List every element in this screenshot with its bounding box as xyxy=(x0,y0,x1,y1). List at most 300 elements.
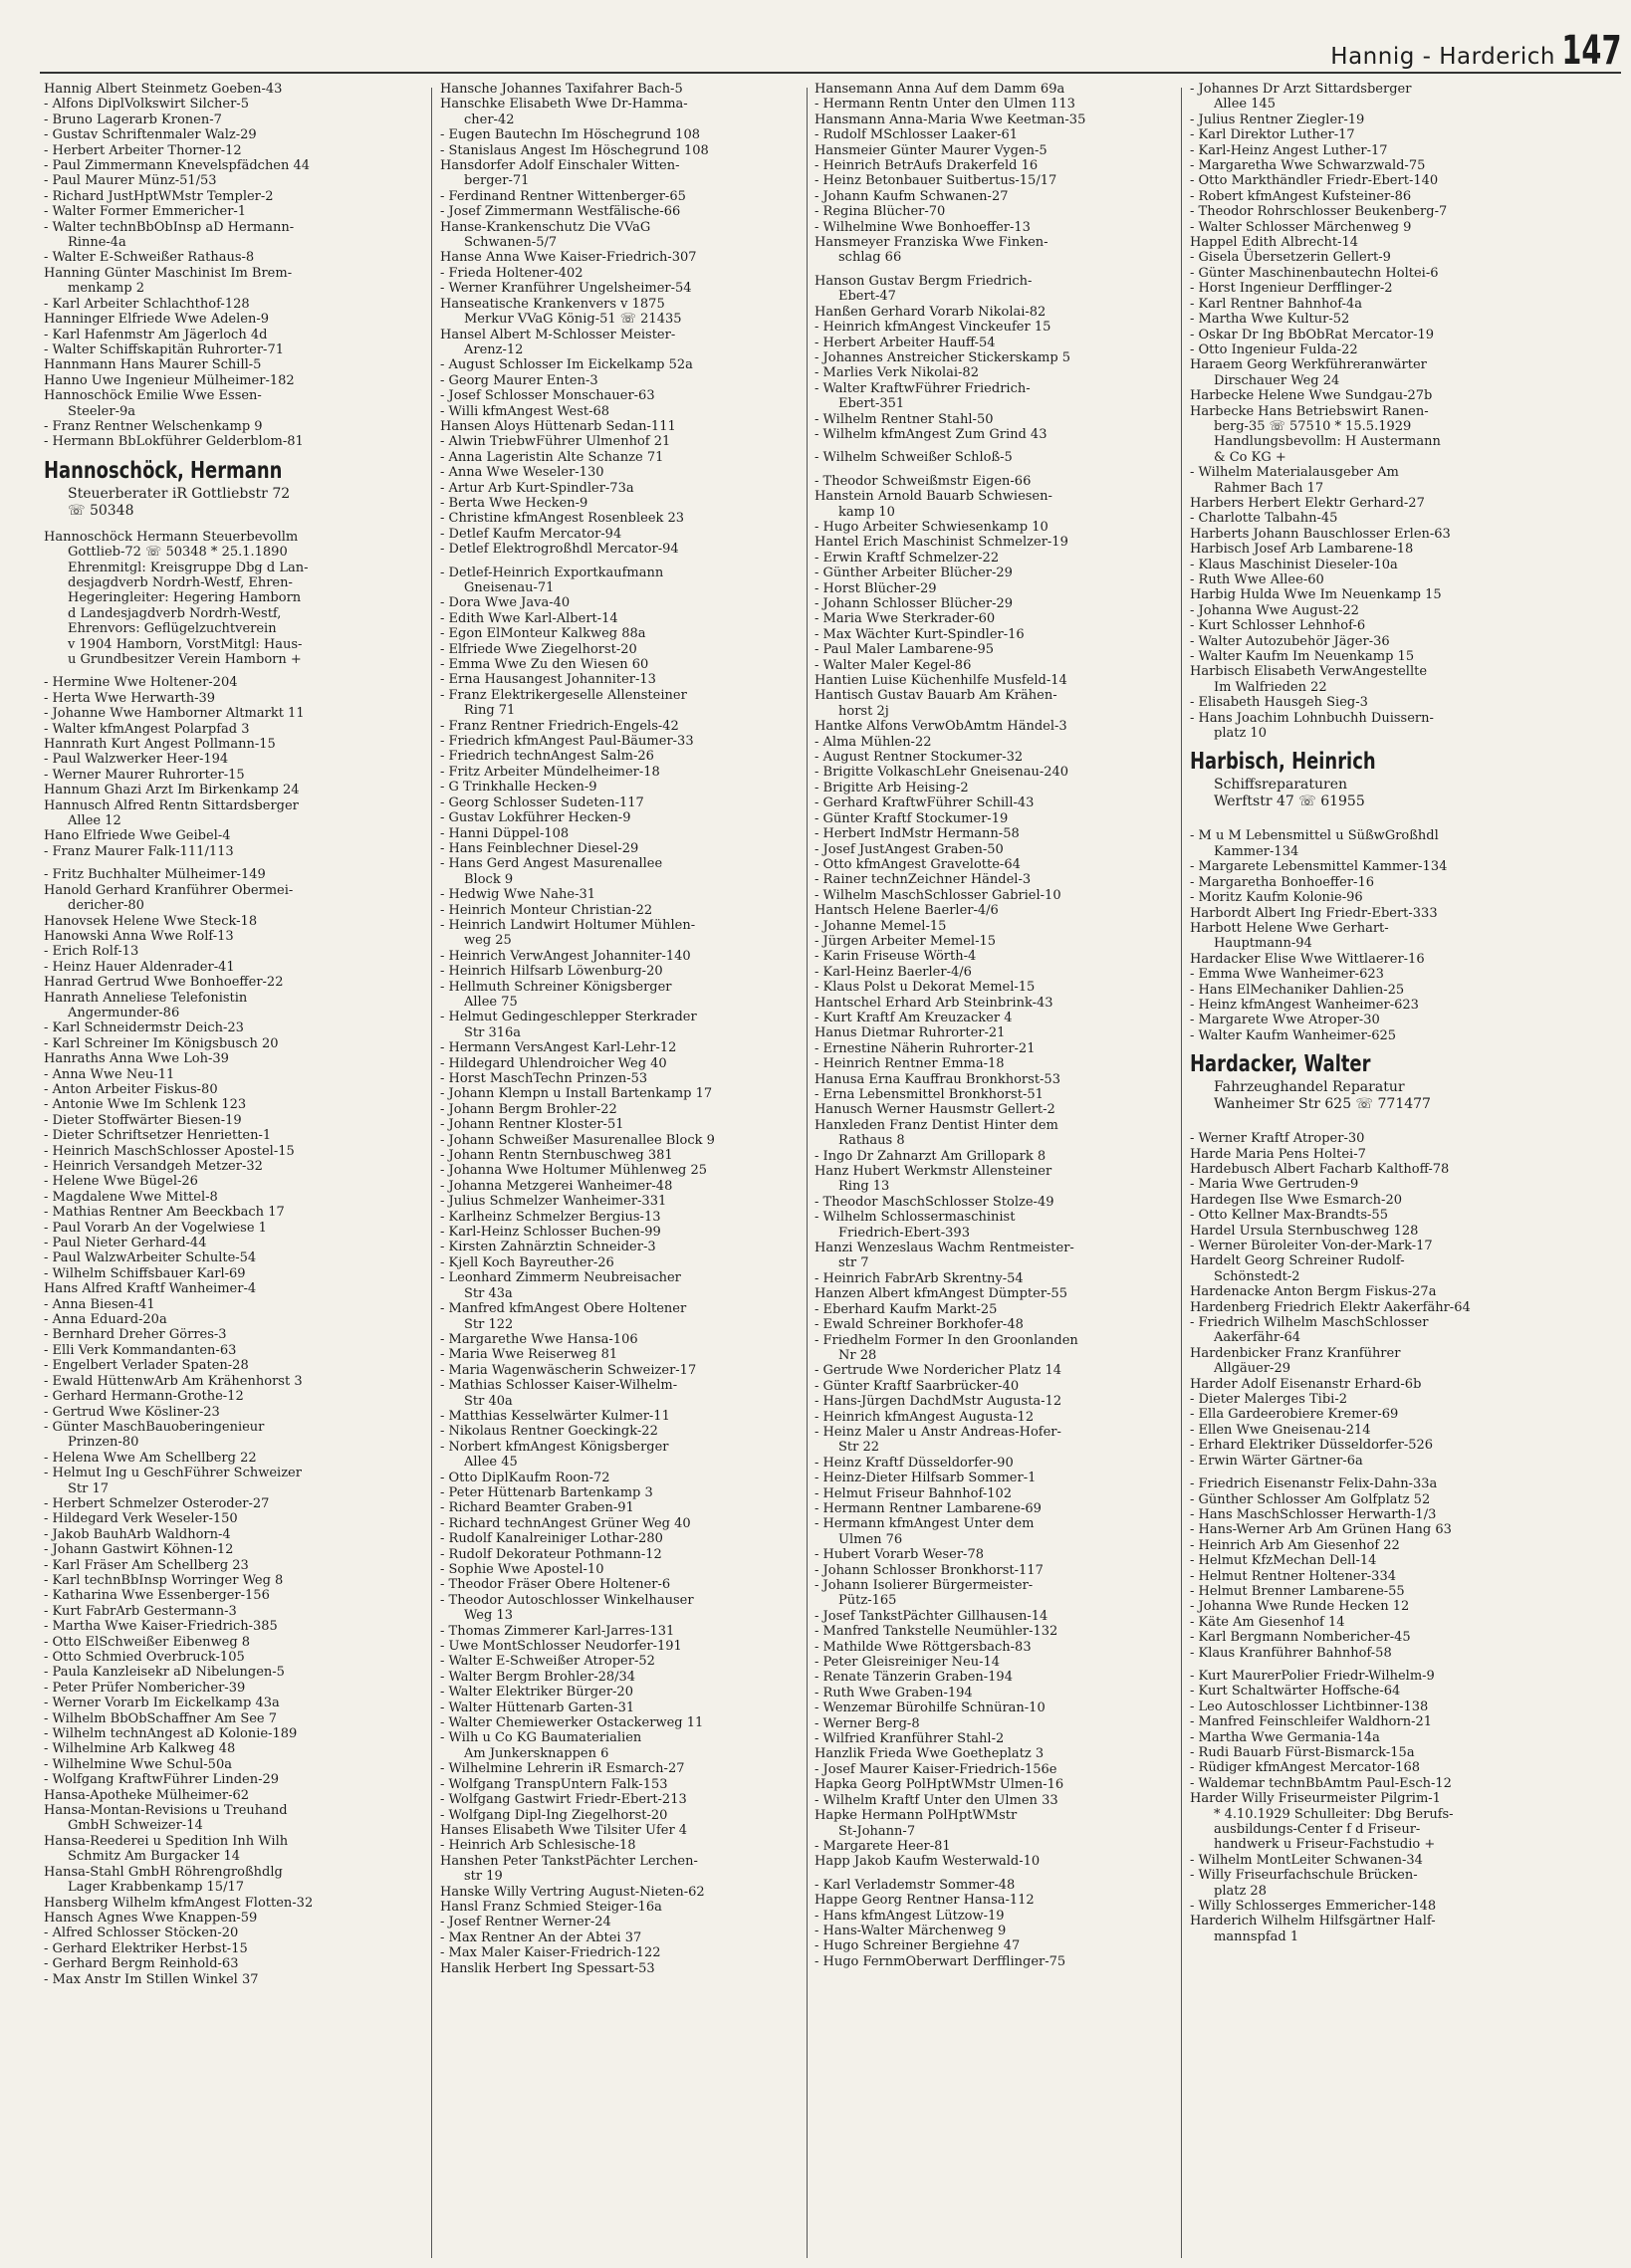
entry-continuation: Ehrenvors: Geflügelzuchtverein xyxy=(68,621,277,637)
entry-continuation: Rahmer Bach 17 xyxy=(1214,480,1324,496)
directory-entry: - Hermann Rentn Unter den Ulmen 113 xyxy=(815,97,1075,113)
directory-entry: - Margarete Lebensmittel Kammer-134 xyxy=(1190,859,1448,875)
directory-entry: - Willi kfmAngest West-68 xyxy=(440,403,610,419)
directory-entry: - Josef JustAngest Graben-50 xyxy=(815,841,1004,857)
entry-continuation: Gneisenau-71 xyxy=(464,580,555,595)
directory-entry: - Josef Maurer Kaiser-Friedrich-156e xyxy=(815,1761,1057,1777)
directory-entry: Hanske Willy Vertring August-Nieten-62 xyxy=(440,1884,705,1900)
directory-entry: - Julius Schmelzer Wanheimer-331 xyxy=(440,1194,667,1210)
directory-entry: Hanshen Peter TankstPächter Lerchen- xyxy=(440,1853,698,1869)
directory-entry: Hardenbicker Franz Kranführer xyxy=(1190,1345,1401,1361)
directory-entry: - Magdalene Wwe Mittel-8 xyxy=(44,1189,218,1205)
directory-entry: Hardegen Ilse Wwe Esmarch-20 xyxy=(1190,1192,1402,1208)
advertisement-line: Schiffsreparaturen xyxy=(1214,777,1348,794)
column-4 xyxy=(1190,82,1558,2258)
directory-entry: - Heinrich Monteur Christian-22 xyxy=(440,902,653,918)
directory-entry: - Franz Rentner Welschenkamp 9 xyxy=(44,418,263,434)
directory-entry: - Wilhelm Schlossermaschinist xyxy=(815,1210,1016,1226)
directory-entry: - Emma Wwe Zu den Wiesen 60 xyxy=(440,657,649,673)
entry-continuation: Ring 71 xyxy=(464,703,516,719)
directory-entry: Hanzlik Frieda Wwe Goetheplatz 3 xyxy=(815,1746,1045,1762)
directory-entry: - Herbert IndMstr Hermann-58 xyxy=(815,826,1020,842)
directory-entry: - Theodor Schweißmstr Eigen-66 xyxy=(815,473,1032,489)
directory-entry: - Egon ElMonteur Kalkweg 88a xyxy=(440,626,646,642)
directory-entry: - Georg Maurer Enten-3 xyxy=(440,372,598,388)
entry-continuation: v 1904 Hamborn, VorstMitgl: Haus- xyxy=(68,636,303,652)
directory-entry: - Kurt Schlosser Lehnhof-6 xyxy=(1190,618,1366,634)
entry-continuation: Angermunder-86 xyxy=(68,1005,180,1021)
directory-entry: - Günter Kraftf Stockumer-19 xyxy=(815,810,1009,826)
directory-entry: Hanse-Krankenschutz Die VVaG xyxy=(440,219,651,235)
directory-entry: Happe Georg Rentner Hansa-112 xyxy=(815,1893,1035,1909)
directory-entry: - Ellen Wwe Gneisenau-214 xyxy=(1190,1422,1371,1438)
directory-entry: - Johann Kaufm Schwanen-27 xyxy=(815,188,1009,204)
entry-continuation: weg 25 xyxy=(464,933,512,949)
directory-entry: - Eugen Bautechn Im Höschegrund 108 xyxy=(440,127,700,143)
entry-continuation: Hauptmann-94 xyxy=(1214,936,1312,952)
directory-entry: - Theodor Autoschlosser Winkelhauser xyxy=(440,1592,694,1608)
entry-continuation: Am Junkersknappen 6 xyxy=(464,1745,609,1761)
directory-entry: - Hans-Walter Märchenweg 9 xyxy=(815,1923,1007,1938)
spacer xyxy=(44,520,412,530)
entry-continuation: & Co KG + xyxy=(1214,449,1286,465)
directory-entry: - Elfriede Wwe Ziegelhorst-20 xyxy=(440,641,637,657)
directory-entry: - Herbert Arbeiter Hauff-54 xyxy=(815,335,996,350)
entry-continuation: mannspfad 1 xyxy=(1214,1928,1299,1944)
directory-entry: Hannusch Alfred Rentn Sittardsberger xyxy=(44,797,299,813)
directory-entry: - Hermine Wwe Holtener-204 xyxy=(44,675,238,691)
directory-entry: - Johanna Wwe August-22 xyxy=(1190,602,1359,618)
directory-entry: - Helena Wwe Am Schellberg 22 xyxy=(44,1450,257,1466)
directory-entry: - Heinrich VerwAngest Johanniter-140 xyxy=(440,948,691,964)
directory-entry: - Paula Kanzleisekr aD Nibelungen-5 xyxy=(44,1665,285,1681)
directory-entry: - Anna Biesen-41 xyxy=(44,1296,155,1312)
directory-entry: - Gerhard Bergm Reinhold-63 xyxy=(44,1956,239,1972)
directory-entry: Harbig Hulda Wwe Im Neuenkamp 15 xyxy=(1190,587,1442,603)
directory-entry: Hansl Franz Schmied Steiger-16a xyxy=(440,1899,662,1915)
directory-entry: - Dieter Stoffwärter Biesen-19 xyxy=(44,1112,242,1128)
entry-continuation: d Landesjagdverb Nordrh-Westf, xyxy=(68,605,282,621)
directory-entry: - Heinz kfmAngest Wanheimer-623 xyxy=(1190,997,1419,1013)
directory-entry: Harbott Helene Wwe Gerhart- xyxy=(1190,920,1389,936)
directory-entry: Hardenacke Anton Bergm Fiskus-27a xyxy=(1190,1284,1437,1300)
directory-entry: Hansa-Stahl GmbH Röhrengroßhdlg xyxy=(44,1864,283,1880)
directory-entry: - Mathias Schlosser Kaiser-Wilhelm- xyxy=(440,1378,678,1394)
directory-entry: - Anna Wwe Weseler-130 xyxy=(440,465,604,481)
directory-entry: - Maria Wagenwäscherin Schweizer-17 xyxy=(440,1362,697,1378)
directory-entry: - Christine kfmAngest Rosenbleek 23 xyxy=(440,511,685,527)
entry-continuation: GmbH Schweizer-14 xyxy=(68,1818,203,1834)
directory-entry: - Hildegard Verk Weseler-150 xyxy=(44,1511,238,1527)
directory-entry: - Wilhelmine Wwe Bonhoeffer-13 xyxy=(815,219,1031,235)
directory-entry: Hantschel Erhard Arb Steinbrink-43 xyxy=(815,995,1053,1011)
directory-entry: - Walter technBbObInsp aD Hermann- xyxy=(44,219,295,235)
directory-entry: Hanrath Anneliese Telefonistin xyxy=(44,990,248,1006)
directory-entry: - Thomas Zimmerer Karl-Jarres-131 xyxy=(440,1623,675,1639)
entry-continuation: Ebert-47 xyxy=(838,289,896,305)
entry-continuation: cher-42 xyxy=(464,112,515,127)
directory-entry: - Nikolaus Rentner Goeckingk-22 xyxy=(440,1424,658,1440)
directory-entry: Hanrad Gertrud Wwe Bonhoeffer-22 xyxy=(44,975,284,991)
directory-entry: Hanninger Elfriede Wwe Adelen-9 xyxy=(44,312,270,328)
entry-continuation: Dirschauer Weg 24 xyxy=(1214,372,1340,388)
directory-entry: - Theodor Rohrschlosser Beukenberg-7 xyxy=(1190,204,1448,220)
directory-entry: - Leonhard Zimmerm Neubreisacher xyxy=(440,1270,681,1286)
directory-entry: - Karl Fräser Am Schellberg 23 xyxy=(44,1557,249,1573)
directory-entry: - Rainer technZeichner Händel-3 xyxy=(815,872,1032,888)
directory-entry: - Karl Verlademstr Sommer-48 xyxy=(815,1877,1016,1893)
directory-entry: - Gisela Übersetzerin Gellert-9 xyxy=(1190,250,1391,266)
directory-entry: Hardel Ursula Sternbuschweg 128 xyxy=(1190,1223,1419,1239)
entry-continuation: Allee 75 xyxy=(464,994,518,1010)
directory-entry: - Kurt Kraftf Am Kreuzacker 4 xyxy=(815,1010,1013,1025)
directory-entry: - Heinz-Dieter Hilfsarb Sommer-1 xyxy=(815,1471,1037,1486)
page-header xyxy=(0,18,1631,74)
directory-entry: - Werner Büroleiter Von-der-Mark-17 xyxy=(1190,1239,1433,1253)
directory-entry: - Karl Direktor Luther-17 xyxy=(1190,127,1355,143)
directory-entry: Hansemann Anna Auf dem Damm 69a xyxy=(815,82,1065,97)
directory-entry: - Karlheinz Schmelzer Bergius-13 xyxy=(440,1209,661,1225)
directory-entry: Hanson Gustav Bergm Friedrich- xyxy=(815,273,1033,289)
directory-entry: - Heinrich Rentner Emma-18 xyxy=(815,1056,1005,1072)
directory-entry: - Karl-Heinz Angest Luther-17 xyxy=(1190,142,1388,158)
directory-entry: - Theodor MaschSchlosser Stolze-49 xyxy=(815,1194,1054,1210)
directory-entry: - Karl Arbeiter Schlachthof-128 xyxy=(44,296,250,312)
directory-entry: - Erwin Kraftf Schmelzer-22 xyxy=(815,550,1000,566)
directory-entry: - Wilhelm Kraftf Unter den Ulmen 33 xyxy=(815,1792,1058,1808)
directory-entry: Hanstein Arnold Bauarb Schwiesen- xyxy=(815,489,1052,505)
advertisement-line: Fahrzeughandel Reparatur xyxy=(1214,1079,1405,1096)
directory-entry: Hapke Hermann PolHptWMstr xyxy=(815,1808,1018,1824)
advertisement-entry xyxy=(1190,1049,1558,1123)
directory-entry: Hanslik Herbert Ing Spessart-53 xyxy=(440,1960,655,1976)
advertisement-line: Werftstr 47 ☏ 61955 xyxy=(1214,794,1365,810)
directory-entry: Hanxleden Franz Dentist Hinter dem xyxy=(815,1117,1058,1133)
entry-continuation: dericher-80 xyxy=(68,898,144,914)
directory-entry: - Kurt Schaltwärter Hoffsche-64 xyxy=(1190,1684,1401,1700)
directory-entry: - Heinrich Versandgeh Metzer-32 xyxy=(44,1159,263,1174)
entry-continuation: kamp 10 xyxy=(838,504,895,520)
directory-entry: - Otto kfmAngest Gravelotte-64 xyxy=(815,856,1021,872)
directory-entry: - Walter E-Schweißer Rathaus-8 xyxy=(44,250,255,266)
directory-entry: - Walter Schlosser Märchenweg 9 xyxy=(1190,219,1412,235)
directory-entry: Happ Jakob Kaufm Westerwald-10 xyxy=(815,1854,1041,1870)
directory-entry: - Otto Markthändler Friedr-Ebert-140 xyxy=(1190,173,1439,189)
directory-entry: - Jakob BauhArb Waldhorn-4 xyxy=(44,1526,231,1542)
directory-entry: - Wolfgang TranspUntern Falk-153 xyxy=(440,1776,668,1792)
directory-entry: - Detlef Kaufm Mercator-94 xyxy=(440,526,622,542)
directory-entry: - Johann Rentn Sternbuschweg 381 xyxy=(440,1148,673,1164)
directory-entry: - Richard technAngest Grüner Weg 40 xyxy=(440,1515,691,1531)
entry-continuation: Im Walfrieden 22 xyxy=(1214,679,1327,695)
directory-entry: - Johann Schweißer Masurenallee Block 9 xyxy=(440,1132,715,1148)
directory-entry: - Walter Hüttenarb Garten-31 xyxy=(440,1700,635,1715)
directory-entry: Harder Willy Friseurmeister Pilgrim-1 xyxy=(1190,1791,1441,1807)
directory-entry: - Hans-Werner Arb Am Grünen Hang 63 xyxy=(1190,1522,1452,1538)
directory-entry: - Martha Wwe Germania-14a xyxy=(1190,1729,1380,1745)
directory-entry: - Stanislaus Angest Im Höschegrund 108 xyxy=(440,142,709,158)
directory-entry: - Walter Autozubehör Jäger-36 xyxy=(1190,633,1390,649)
directory-entry: - Ingo Dr Zahnarzt Am Grillopark 8 xyxy=(815,1148,1047,1164)
directory-entry xyxy=(44,859,412,867)
directory-entry: Hansmann Anna-Maria Wwe Keetman-35 xyxy=(815,112,1086,127)
directory-entry: - Herta Wwe Herwarth-39 xyxy=(44,690,216,706)
directory-entry: - Wilhelm Schweißer Schloß-5 xyxy=(815,450,1013,466)
entry-continuation: Kammer-134 xyxy=(1214,843,1299,859)
directory-entry: Hanold Gerhard Kranführer Obermei- xyxy=(44,882,294,898)
directory-entry: - Johanna Metzgerei Wanheimer-48 xyxy=(440,1178,673,1194)
directory-entry: - Antonie Wwe Im Schlenk 123 xyxy=(44,1097,247,1113)
entry-continuation: Prinzen-80 xyxy=(68,1435,139,1451)
directory-entry: - Marlies Verk Nikolai-82 xyxy=(815,365,979,381)
directory-columns xyxy=(40,82,1621,2258)
column-divider xyxy=(431,88,432,2258)
directory-entry: - Herbert Schmelzer Osteroder-27 xyxy=(44,1495,270,1511)
directory-entry: - Margaretha Wwe Schwarzwald-75 xyxy=(1190,158,1426,174)
directory-entry: - Wilhelm MontLeiter Schwanen-34 xyxy=(1190,1852,1423,1868)
directory-entry: - G Trinkhalle Hecken-9 xyxy=(440,780,597,795)
directory-entry: - Rudi Bauarb Fürst-Bismarck-15a xyxy=(1190,1745,1415,1760)
directory-entry: - Gertrud Wwe Kösliner-23 xyxy=(44,1404,220,1420)
advertisement-entry xyxy=(1190,747,1558,820)
entry-continuation: platz 10 xyxy=(1214,726,1267,742)
directory-entry: - Werner Kraftf Atroper-30 xyxy=(1190,1131,1365,1147)
directory-entry: - Margaretha Bonhoeffer-16 xyxy=(1190,874,1374,890)
directory-entry: - Hugo FernmOberwart Derfflinger-75 xyxy=(815,1953,1066,1969)
spacer xyxy=(1190,810,1558,820)
directory-entry: - Wilhelm Materialausgeber Am xyxy=(1190,465,1399,481)
directory-entry: - Brigitte Arb Heising-2 xyxy=(815,780,969,795)
directory-entry: - Rudolf Kanalreiniger Lothar-280 xyxy=(440,1531,663,1547)
directory-entry: - Rüdiger kfmAngest Mercator-168 xyxy=(1190,1760,1421,1776)
directory-entry: - Dieter Malerges Tibi-2 xyxy=(1190,1392,1347,1408)
directory-entry: - Günther Schlosser Am Golfplatz 52 xyxy=(1190,1491,1431,1507)
directory-entry: - Heinrich Arb Am Giesenhof 22 xyxy=(1190,1537,1400,1553)
entry-continuation: desjagdverb Nordrh-Westf, Ehren- xyxy=(68,574,293,590)
directory-entry: Harbisch Elisabeth VerwAngestellte xyxy=(1190,664,1428,680)
directory-entry: Hans Alfred Kraftf Wanheimer-4 xyxy=(44,1281,257,1297)
directory-entry: - Hubert Vorarb Weser-78 xyxy=(815,1547,984,1563)
directory-entry: Hanz Hubert Werkmstr Allensteiner xyxy=(815,1164,1052,1180)
directory-entry: - Wilhelmine Arb Kalkweg 48 xyxy=(44,1741,236,1757)
directory-entry: - Johann Isolierer Bürgermeister- xyxy=(815,1578,1034,1593)
entry-continuation: Steeler-9a xyxy=(68,403,135,419)
directory-entry: - Norbert kfmAngest Königsberger xyxy=(440,1439,669,1455)
entry-continuation: Schmitz Am Burgacker 14 xyxy=(68,1849,241,1865)
entry-continuation: horst 2j xyxy=(838,703,889,719)
directory-entry: - Werner Kranführer Ungelsheimer-54 xyxy=(440,281,692,297)
directory-entry: - Peter Gleisreiniger Neu-14 xyxy=(815,1655,1001,1671)
directory-entry: - Werner Vorarb Im Eickelkamp 43a xyxy=(44,1696,280,1711)
directory-entry: - Alma Mühlen-22 xyxy=(815,734,932,750)
entry-continuation: Schwanen-5/7 xyxy=(464,235,558,251)
directory-entry: - Friedrich kfmAngest Paul-Bäumer-33 xyxy=(440,734,694,750)
directory-entry: Hanzi Wenzeslaus Wachm Rentmeister- xyxy=(815,1241,1074,1256)
directory-entry: - Wilhelm BbObSchaffner Am See 7 xyxy=(44,1710,278,1726)
directory-entry: - Heinrich BetrAufs Drakerfeld 16 xyxy=(815,158,1039,174)
directory-entry: - Karl-Heinz Baerler-4/6 xyxy=(815,964,972,980)
directory-entry: - Karl Bergmann Nombericher-45 xyxy=(1190,1630,1411,1646)
directory-entry: - August Rentner Stockumer-32 xyxy=(815,750,1024,766)
directory-entry: - Horst MaschTechn Prinzen-53 xyxy=(440,1071,648,1086)
directory-entry: - Hans Gerd Angest Masurenallee xyxy=(440,856,663,872)
directory-entry: - Erhard Elektriker Düsseldorfer-526 xyxy=(1190,1438,1434,1454)
directory-entry: - Johanna Wwe Runde Hecken 12 xyxy=(1190,1599,1410,1615)
directory-entry: Hanusch Werner Hausmstr Gellert-2 xyxy=(815,1102,1055,1118)
entry-continuation: Handlungsbevollm: H Austermann xyxy=(1214,434,1441,450)
directory-entry: Hantel Erich Maschinist Schmelzer-19 xyxy=(815,535,1068,551)
directory-entry: Hansa-Apotheke Mülheimer-62 xyxy=(44,1787,250,1803)
entry-continuation: Ehrenmitgl: Kreisgruppe Dbg d Lan- xyxy=(68,560,309,575)
entry-continuation: Rinne-4a xyxy=(68,235,126,251)
directory-entry: - Katharina Wwe Essenberger-156 xyxy=(44,1588,270,1604)
directory-entry: - Werner Maurer Ruhrorter-15 xyxy=(44,767,245,783)
directory-entry: - Otto Kellner Max-Brandts-55 xyxy=(1190,1208,1388,1224)
entry-continuation: Allgäuer-29 xyxy=(1214,1361,1290,1377)
directory-entry: Hardebusch Albert Facharb Kalthoff-78 xyxy=(1190,1161,1450,1177)
directory-entry: - Heinrich Landwirt Holtumer Mühlen- xyxy=(440,917,696,933)
directory-entry: Hannrath Kurt Angest Pollmann-15 xyxy=(44,737,276,753)
directory-entry: - Max Maler Kaiser-Friedrich-122 xyxy=(440,1945,661,1961)
directory-entry: Hansdorfer Adolf Einschaler Witten- xyxy=(440,158,680,174)
entry-continuation: Str 17 xyxy=(68,1480,110,1496)
running-head: Hannig - Harderich xyxy=(1330,44,1555,70)
directory-entry: - Paul Zimmermann Knevelspfädchen 44 xyxy=(44,158,311,174)
directory-entry: - Hellmuth Schreiner Königsberger xyxy=(440,979,672,995)
directory-entry: Hanning Günter Maschinist Im Brem- xyxy=(44,265,293,281)
directory-entry: - Walter Kaufm Wanheimer-625 xyxy=(1190,1027,1397,1043)
directory-entry: - Willy Schlosserges Emmericher-148 xyxy=(1190,1899,1437,1915)
directory-entry: - Kirsten Zahnärztin Schneider-3 xyxy=(440,1240,656,1255)
directory-entry: - Elisabeth Hausgeh Sieg-3 xyxy=(1190,695,1368,711)
directory-entry: - Walter E-Schweißer Atroper-52 xyxy=(440,1654,655,1670)
directory-entry: - Wilhelm technAngest aD Kolonie-189 xyxy=(44,1726,298,1742)
header-rule xyxy=(40,72,1621,74)
directory-entry: - Uwe MontSchlosser Neudorfer-191 xyxy=(440,1639,682,1655)
directory-entry: - Hugo Schreiner Bergiehne 47 xyxy=(815,1938,1021,1954)
directory-entry: - Heinrich Hilfsarb Löwenburg-20 xyxy=(440,964,663,980)
entry-continuation: Rathaus 8 xyxy=(838,1133,905,1149)
directory-entry: - Alwin TriebwFührer Ulmenhof 21 xyxy=(440,434,671,450)
entry-continuation: u Grundbesitzer Verein Hamborn + xyxy=(68,652,302,667)
directory-entry: Hansel Albert M-Schlosser Meister- xyxy=(440,327,676,342)
directory-entry: - Walter Schiffskapitän Ruhrorter-71 xyxy=(44,341,284,357)
directory-entry: - Kurt MaurerPolier Friedr-Wilhelm-9 xyxy=(1190,1668,1435,1684)
directory-entry: Hanse Anna Wwe Kaiser-Friedrich-307 xyxy=(440,250,697,266)
directory-entry: - Heinz Kraftf Düsseldorfer-90 xyxy=(815,1455,1014,1471)
directory-entry: - Wilh u Co KG Baumaterialien xyxy=(440,1730,642,1746)
directory-entry: - Klaus Maschinist Dieseler-10a xyxy=(1190,557,1398,572)
directory-entry: Hardelt Georg Schreiner Rudolf- xyxy=(1190,1253,1405,1269)
directory-entry: - Detlef-Heinrich Exportkaufmann xyxy=(440,565,664,580)
directory-entry: - Rudolf Dekorateur Pothmann-12 xyxy=(440,1546,662,1562)
advertisement-name: Hardacker, Walter xyxy=(1190,1051,1371,1078)
advertisement-line: ☏ 50348 xyxy=(68,502,134,519)
directory-entry: - Manfred Tankstelle Neumühler-132 xyxy=(815,1624,1058,1640)
entry-continuation: Weg 13 xyxy=(464,1608,513,1624)
directory-entry: - Werner Berg-8 xyxy=(815,1715,920,1731)
directory-entry: Hansche Johannes Taxifahrer Bach-5 xyxy=(440,82,683,97)
directory-entry xyxy=(1190,820,1558,828)
directory-entry: - Otto ElSchweißer Eibenweg 8 xyxy=(44,1634,251,1650)
directory-entry: - Heinrich Arb Schlesische-18 xyxy=(440,1838,636,1854)
entry-continuation: Pütz-165 xyxy=(838,1593,897,1609)
directory-entry: - Johannes Anstreicher Stickerskamp 5 xyxy=(815,349,1071,365)
directory-entry: - Max Anstr Im Stillen Winkel 37 xyxy=(44,1971,259,1987)
entry-continuation: St-Johann-7 xyxy=(838,1823,916,1839)
directory-entry: - Engelbert Verlader Spaten-28 xyxy=(44,1358,249,1374)
directory-entry: - Hans ElMechaniker Dahlien-25 xyxy=(1190,982,1405,998)
directory-entry: Hanowski Anna Wwe Rolf-13 xyxy=(44,928,234,944)
directory-entry: - Otto DiplKaufm Roon-72 xyxy=(440,1470,610,1485)
directory-entry: Hanßen Gerhard Vorarb Nikolai-82 xyxy=(815,304,1047,320)
directory-entry: Hantisch Gustav Bauarb Am Krähen- xyxy=(815,688,1057,704)
directory-entry: - Johann Bergm Brohler-22 xyxy=(440,1101,617,1117)
entry-continuation: berger-71 xyxy=(464,173,530,189)
directory-entry: Harderich Wilhelm Hilfsgärtner Half- xyxy=(1190,1914,1436,1929)
directory-entry: - Peter Hüttenarb Bartenkamp 3 xyxy=(440,1484,653,1500)
directory-entry: - Heinz Maler u Anstr Andreas-Hofer- xyxy=(815,1424,1061,1440)
directory-entry: Hardenberg Friedrich Elektr Aakerfähr-64 xyxy=(1190,1299,1471,1315)
directory-entry: - Erna Hausangest Johanniter-13 xyxy=(440,672,656,688)
directory-entry xyxy=(815,266,1183,274)
directory-entry: - Wolfgang Dipl-Ing Ziegelhorst-20 xyxy=(440,1807,668,1823)
directory-entry: - Wilhelmine Wwe Schul-50a xyxy=(44,1756,232,1772)
directory-entry: - Mathilde Wwe Röttgersbach-83 xyxy=(815,1639,1032,1655)
directory-entry: - Ruth Wwe Allee-60 xyxy=(1190,572,1324,587)
directory-entry: - Walter Bergm Brohler-28/34 xyxy=(440,1669,636,1685)
directory-entry: - Walter Former Emmericher-1 xyxy=(44,204,247,220)
directory-entry: - Günter MaschBauoberingenieur xyxy=(44,1419,265,1435)
directory-entry: - Hedwig Wwe Nahe-31 xyxy=(440,887,596,903)
directory-entry: - Erwin Wärter Gärtner-6a xyxy=(1190,1453,1363,1469)
directory-entry: - Hans MaschSchlosser Herwarth-1/3 xyxy=(1190,1506,1437,1522)
directory-entry: - Gerhard Elektriker Herbst-15 xyxy=(44,1940,248,1956)
directory-entry: - Charlotte Talbahn-45 xyxy=(1190,511,1338,527)
directory-entry: Hannoschöck Emilie Wwe Essen- xyxy=(44,388,262,404)
directory-entry: - Fritz Buchhalter Mülheimer-149 xyxy=(44,867,266,883)
directory-entry: - Wilfried Kranführer Stahl-2 xyxy=(815,1731,1005,1747)
directory-entry: - Franz Elektrikergeselle Allensteiner xyxy=(440,687,687,703)
entry-continuation: Friedrich-Ebert-393 xyxy=(838,1225,970,1241)
directory-entry: - Ernestine Näherin Ruhrorter-21 xyxy=(815,1040,1036,1056)
directory-entry: Hanraths Anna Wwe Loh-39 xyxy=(44,1051,229,1067)
directory-entry: - Hanni Düppel-108 xyxy=(440,825,570,841)
directory-entry: - Wilhelm Rentner Stahl-50 xyxy=(815,411,994,427)
directory-entry: - Johannes Dr Arzt Sittardsberger xyxy=(1190,82,1412,97)
directory-entry: - Maria Wwe Gertruden-9 xyxy=(1190,1177,1359,1193)
directory-entry: - Paul WalzwArbeiter Schulte-54 xyxy=(44,1250,257,1266)
directory-entry: - Karl Schneidermstr Deich-23 xyxy=(44,1021,244,1036)
directory-entry: - Hermann BbLokführer Gelderblom-81 xyxy=(44,434,304,450)
directory-entry: Hansberg Wilhelm kfmAngest Flotten-32 xyxy=(44,1895,314,1911)
directory-entry: - Johann Schlosser Bronkhorst-117 xyxy=(815,1562,1044,1578)
directory-entry: - Hans Feinblechner Diesel-29 xyxy=(440,840,639,856)
directory-entry: - Heinrich FabrArb Skrentny-54 xyxy=(815,1270,1024,1286)
directory-entry: - Anton Arbeiter Fiskus-80 xyxy=(44,1081,218,1097)
directory-entry: - Paul Maler Lambarene-95 xyxy=(815,642,995,658)
directory-entry: - Paul Maurer Münz-51/53 xyxy=(44,173,217,189)
directory-entry: - Max Rentner An der Abtei 37 xyxy=(440,1929,642,1945)
directory-entry: - Helmut Friseur Bahnhof-102 xyxy=(815,1485,1013,1501)
spacer xyxy=(1190,1113,1558,1123)
entry-continuation: * 4.10.1929 Schulleiter: Dbg Berufs- xyxy=(1214,1806,1454,1822)
directory-entry: Harbordt Albert Ing Friedr-Ebert-333 xyxy=(1190,905,1438,921)
directory-entry: - Karl Schreiner Im Königsbusch 20 xyxy=(44,1035,279,1051)
directory-entry: - Karin Friseuse Wörth-4 xyxy=(815,949,977,965)
directory-entry: - Hildegard Uhlendroicher Weg 40 xyxy=(440,1055,667,1071)
entry-continuation: menkamp 2 xyxy=(68,281,145,297)
